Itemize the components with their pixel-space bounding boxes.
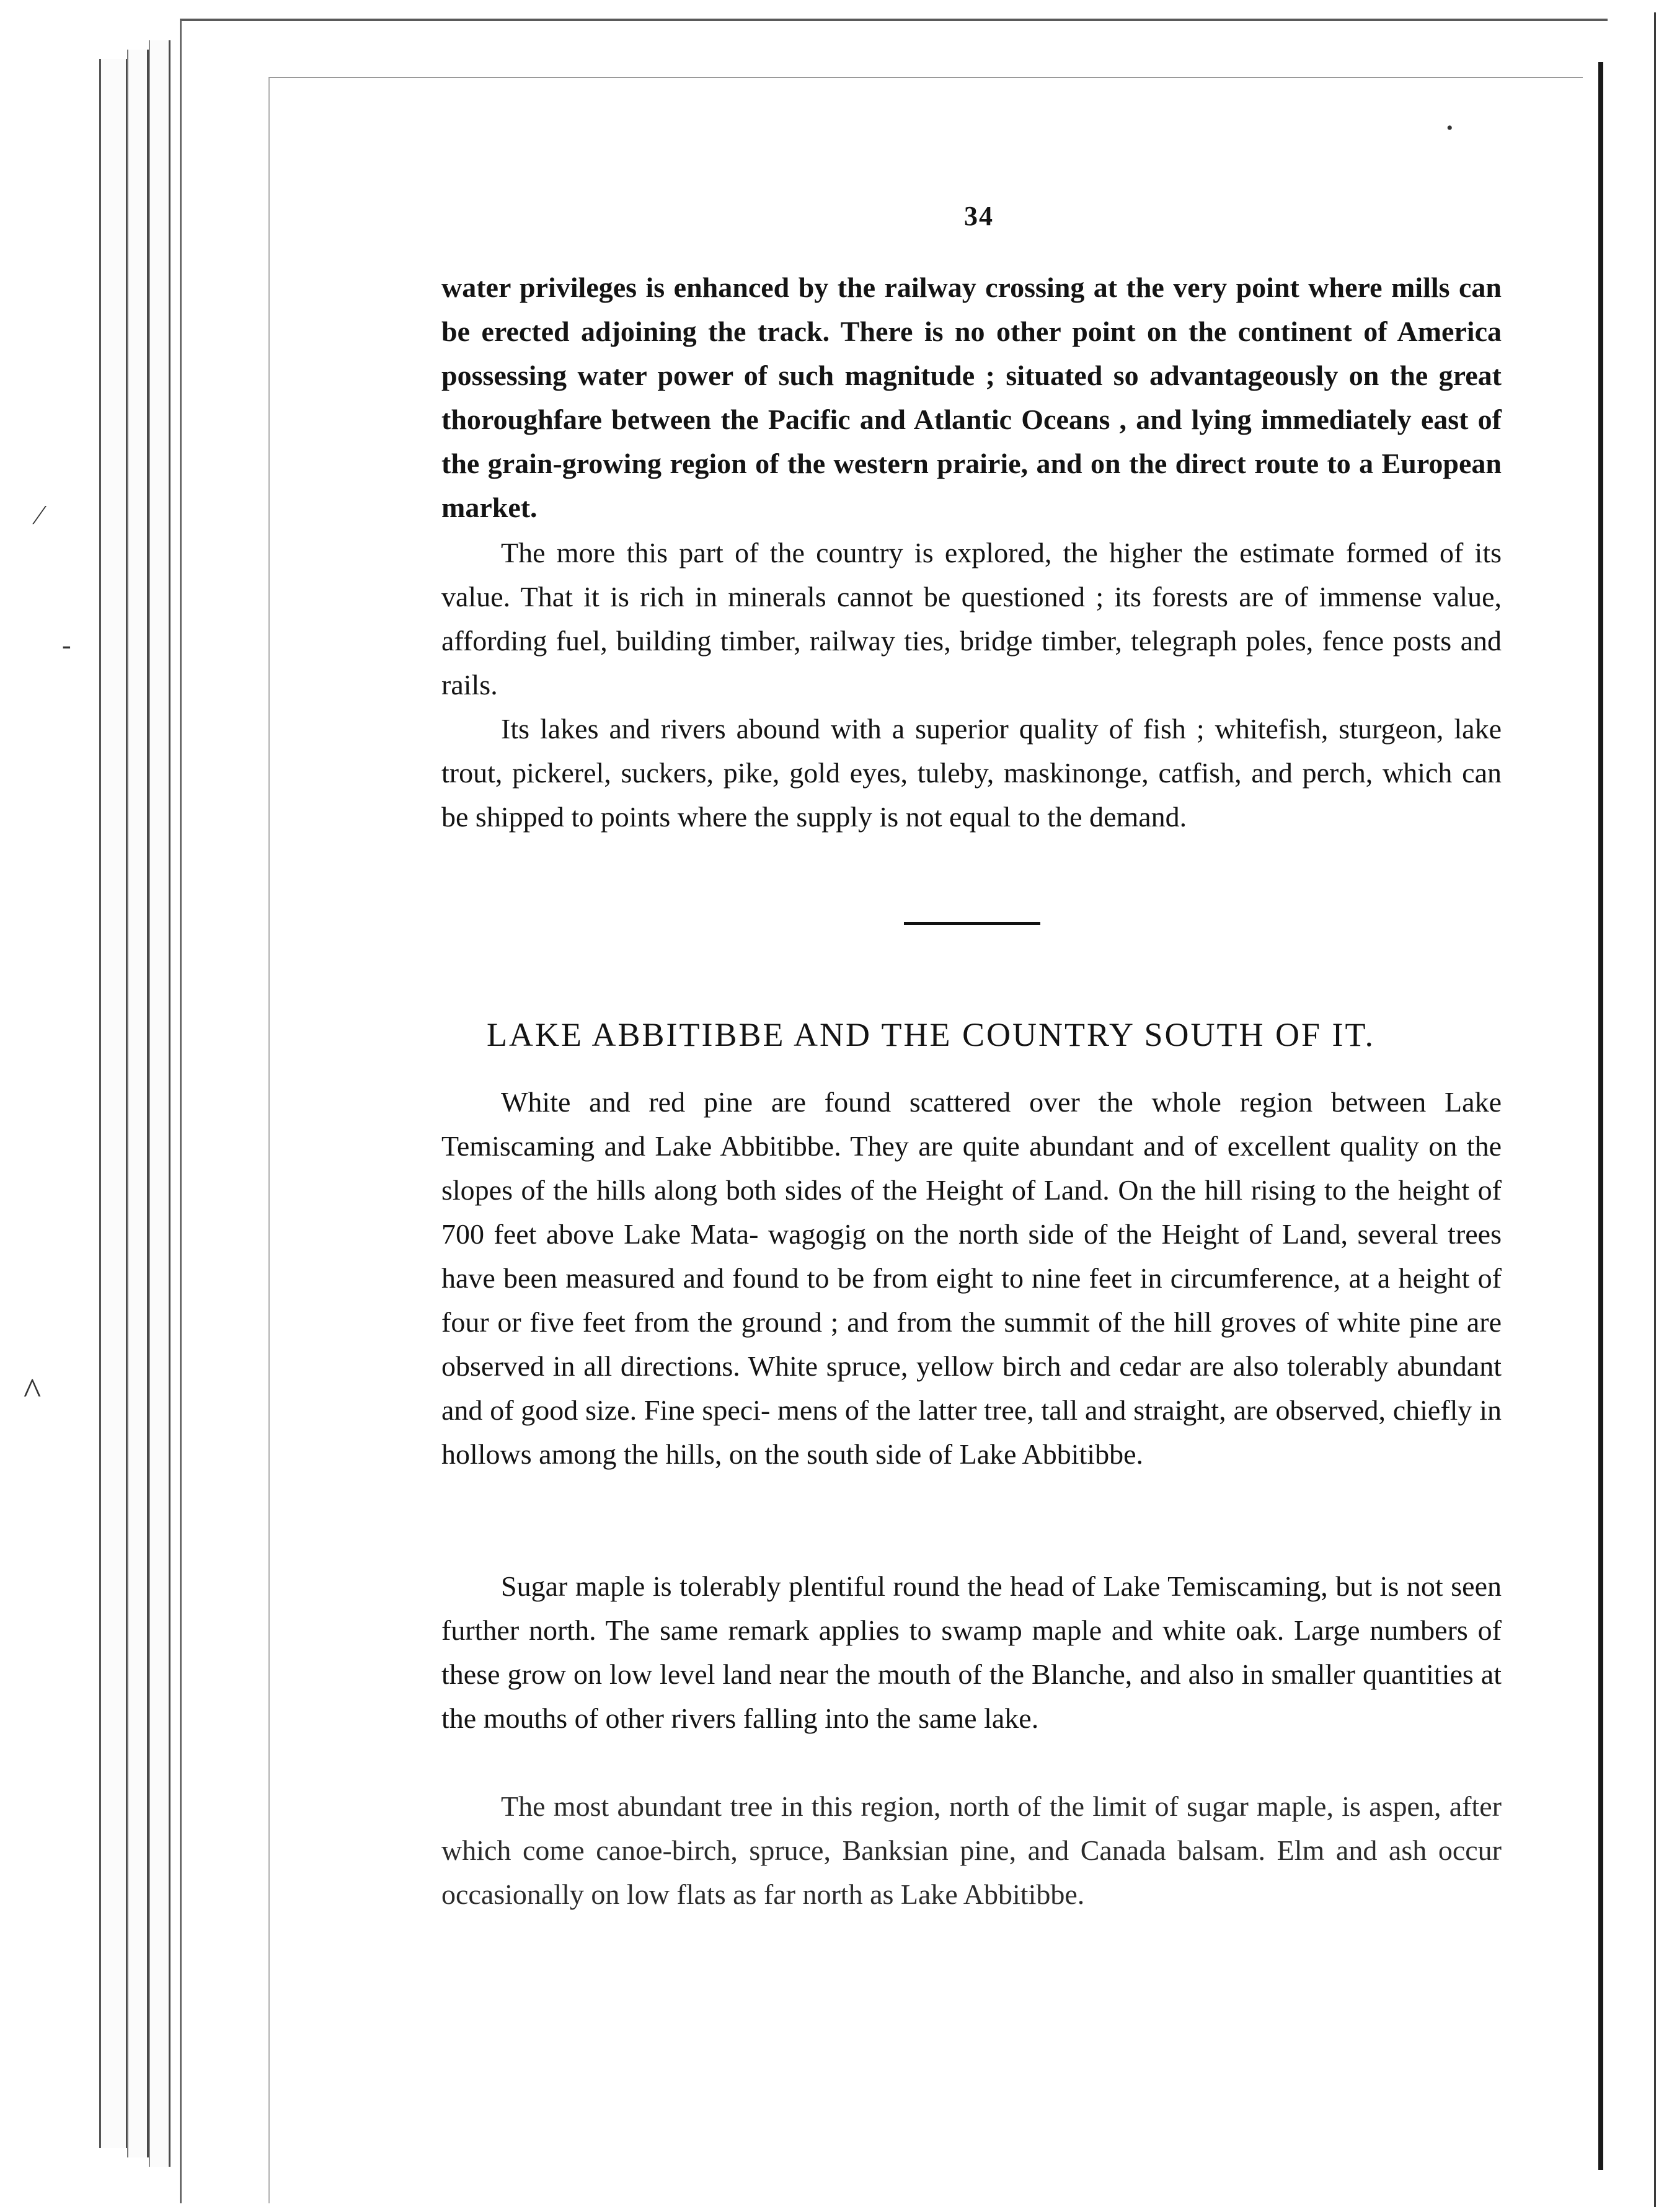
page-right-border [1598, 62, 1603, 2170]
margin-mark: ‐ [62, 630, 71, 660]
margin-mark: • [1446, 118, 1453, 138]
scan-edge [1654, 12, 1656, 2207]
continued-paragraph: water privileges is enhanced by the railway crossing at the very point where mills can be erected adjoining the track. There is no other point on the continent of America possessing water power of such magnitude ; situated so advantageously on the great thoroughfare between the Pacific and Atlantic Oceans , and lying immediately east of the grain-growing region of the western prairie, and on the direct route to a European market. [441, 272, 1502, 523]
paragraph-value: The more this part of the country is explored, the higher the estimate formed of its value. That it is rich in minerals cannot be questioned ; its forests are of immense value, affording fuel, building timber, railway ties, bridge timber, telegraph poles, fence posts and rails. [441, 537, 1502, 701]
section-heading: LAKE ABBITIBBE AND THE COUNTRY SOUTH OF IT. [487, 1016, 1376, 1053]
margin-mark: ^ [24, 1371, 42, 1412]
paragraph-pine: White and red pine are found scattered over the whole region between Lake Temiscaming and Lake Abbitibbe. They are quite abundant and of excellent quality on the slopes of the hills along both sides of the Height of Land. On the hill rising to the height of 700 feet above Lake Mata- wagogig on the north side of the Height of Land, several trees have been measured and found to be from eight to nine feet in circumference, at a height of four or five feet from the ground ; and from the summit of the hill groves of white pine are observed in all directions. White spruce, yellow birch and cedar are also tolerably abundant and of good size. Fine speci- mens of the latter tree, tall and straight, are observed, chiefly in hollows among the hills, on the south side of Lake Abbitibbe. [441, 1086, 1502, 1470]
section-divider [904, 922, 1040, 925]
margin-mark: ⁄ [37, 500, 42, 530]
page-stack-edge [149, 40, 170, 2167]
paragraph-fish: Its lakes and rivers abound with a superior quality of fish ; whitefish, sturgeon, lake trout, pickerel, suckers, pike, gold eyes, tuleby, maskinonge, catfish, and perch, which can be shipped to points where the supply is not equal to the demand. [441, 713, 1502, 833]
page-stack-edge [99, 59, 128, 2148]
paragraph-maple: Sugar maple is tolerably plentiful round the head of Lake Temiscaming, but is not seen further north. The same remark applies to swamp maple and white oak. Large numbers of these grow on low level land near the mouth of the Blanche, and also in smaller quantities at the mouths of other rivers falling into the same lake. [441, 1570, 1502, 1734]
page-stack-edge [127, 50, 149, 2157]
page-number: 34 [964, 201, 994, 231]
paragraph-aspen: The most abundant tree in this region, north of the limit of sugar maple, is aspen, after which come canoe-birch, spruce, Banksian pine, and Canada balsam. Elm and ash occur occasionally on low flats as far north as Lake Abbitibbe. [441, 1790, 1502, 1910]
